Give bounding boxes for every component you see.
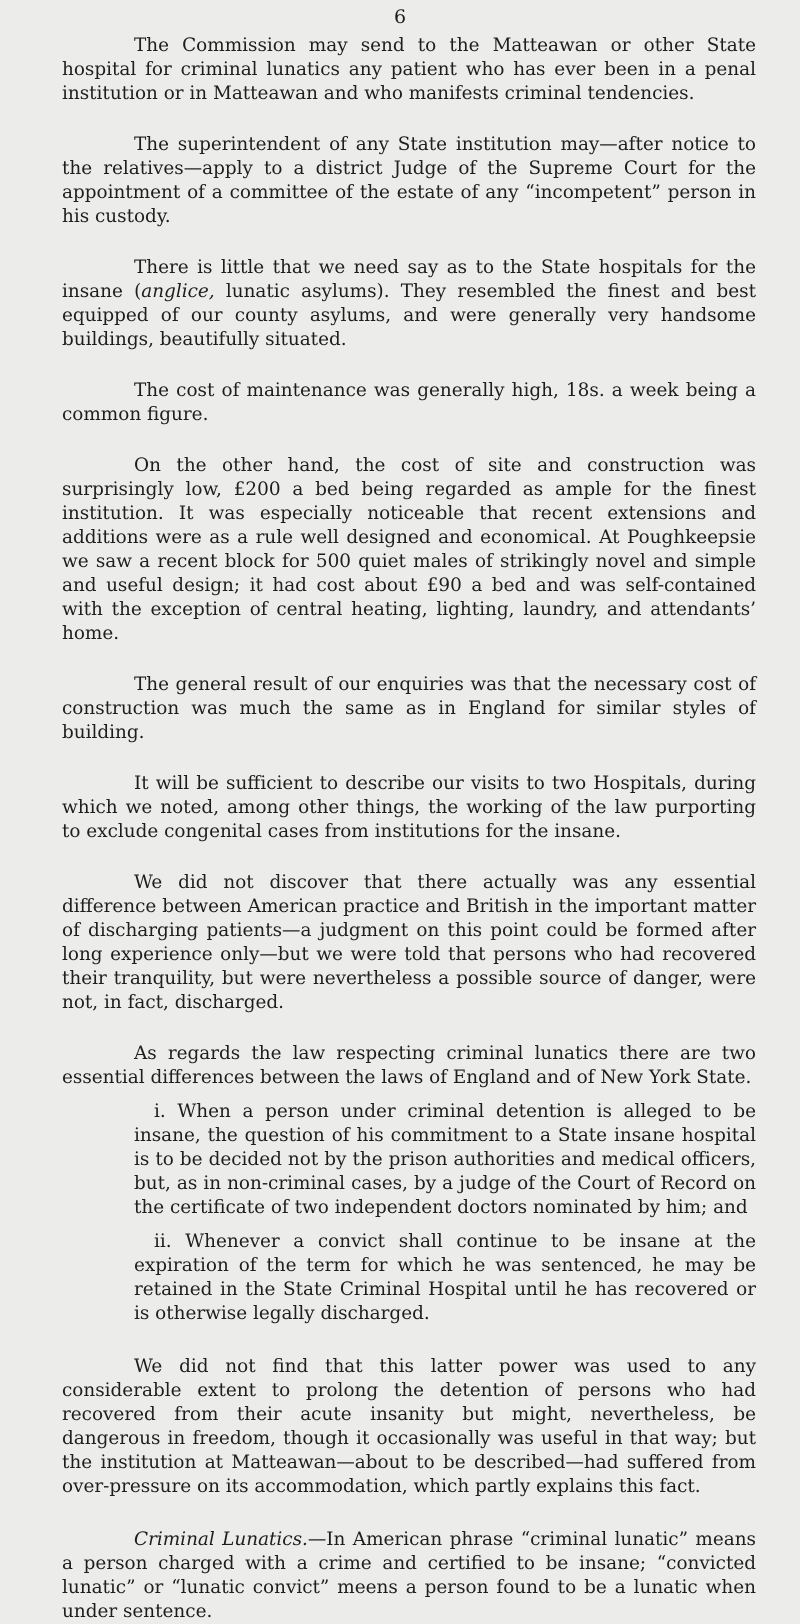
paragraph-construction-cost: On the other hand, the cost of site and construction was surprisingly low, £200 a bed being regarded as ample for the finest institution. It was especially noticeable that recent extensions and additions were as a rule well designed and economical. At Poughkeepsie we saw a recent block for 500 quiet males of strikingly novel and simple and useful design; it had cost about £90 a bed and was self-contained with the exception of central heating, lighting, laundry, and attendants’ home.: [62, 455, 756, 644]
list-item-second-difference: ii. Whenever a convict shall continue to be insane at the expiration of the term for which he was sentenced, he may be retained in the State Criminal Hospital until he has recovered or is otherwise legally discharged.: [134, 1231, 756, 1324]
paragraph-hospital-visits: It will be sufficient to describe our visits to two Hospitals, during which we noted, among other things, the working of the law purporting to exclude congenital cases from institutions for the insane.: [62, 773, 756, 842]
paragraph-matteawan-transfer: The Commission may send to the Matteawan or other State hospital for criminal lunatics any patient who has ever been in a penal institution or in Matteawan and who manifests criminal tendencies.: [62, 35, 756, 104]
list-item-first-difference: i. When a person under criminal detention is alleged to be insane, the question of his commitment to a State insane hospital is to be decided not by the prison authorities and medical officers, but, as in non-criminal cases, by a judge of the Court of Record on the certificate of two independent doctors nominated by him; and: [134, 1101, 756, 1218]
paragraph-law-differences: As regards the law respecting criminal lunatics there are two essential differences between the laws of England and of New York State.: [62, 1043, 756, 1088]
page-number: 6: [393, 6, 407, 28]
paragraph-state-hospitals: [62, 256, 756, 352]
paragraph-state-hospitals-text-b: lunatic asylums). They resembled the finest and best equipped of our county asylums, and were generally very handsome buildings, beautifully situated.: [62, 281, 756, 350]
paragraph-criminal-lunatics: [62, 1528, 756, 1624]
paragraph-state-hospitals-text-a: There is little that we need say as to the State hospitals for the insane (: [62, 257, 756, 302]
criminal-lunatics-text: —In American phrase “criminal lunatic” means a person charged with a crime and certified to be insane; “convicted lunatic” or “lunatic convict” meens a person found to be a lunatic when under sentence.: [62, 1529, 756, 1622]
paragraph-detention-power: We did not find that this latter power was used to any considerable extent to prolong the detention of persons who had recovered from their acute insanity but might, nevertheless, be dangerous in freedom, though it occasionally was useful in that way; but the institution at Matteawan—about to be described—had suffered from over-pressure on its accommodation, which partly explains this fact.: [62, 1356, 756, 1497]
paragraph-discharge-practice: We did not discover that there actually was any essential difference between American practice and British in the important matter of discharging patients—a judgment on this point could be formed after long experience only—but we were told that persons who had recovered their tranquility, but were nevertheless a possible source of danger, were not, in fact, discharged.: [62, 872, 756, 1013]
paragraph-superintendent: The superintendent of any State institution may—after notice to the relatives—apply to a district Judge of the Supreme Court for the appointment of a committee of the estate of any “incompetent” person in his custody.: [62, 134, 756, 227]
criminal-lunatics-heading: Criminal Lunatics.: [134, 1529, 308, 1550]
paragraph-maintenance-cost: The cost of maintenance was generally high, 18s. a week being a common figure.: [62, 380, 756, 425]
paragraph-general-result: The general result of our enquiries was that the necessary cost of construction was much the same as in England for similar styles of building.: [62, 674, 756, 743]
paragraph-state-hospitals-italic: anglice,: [141, 281, 215, 302]
